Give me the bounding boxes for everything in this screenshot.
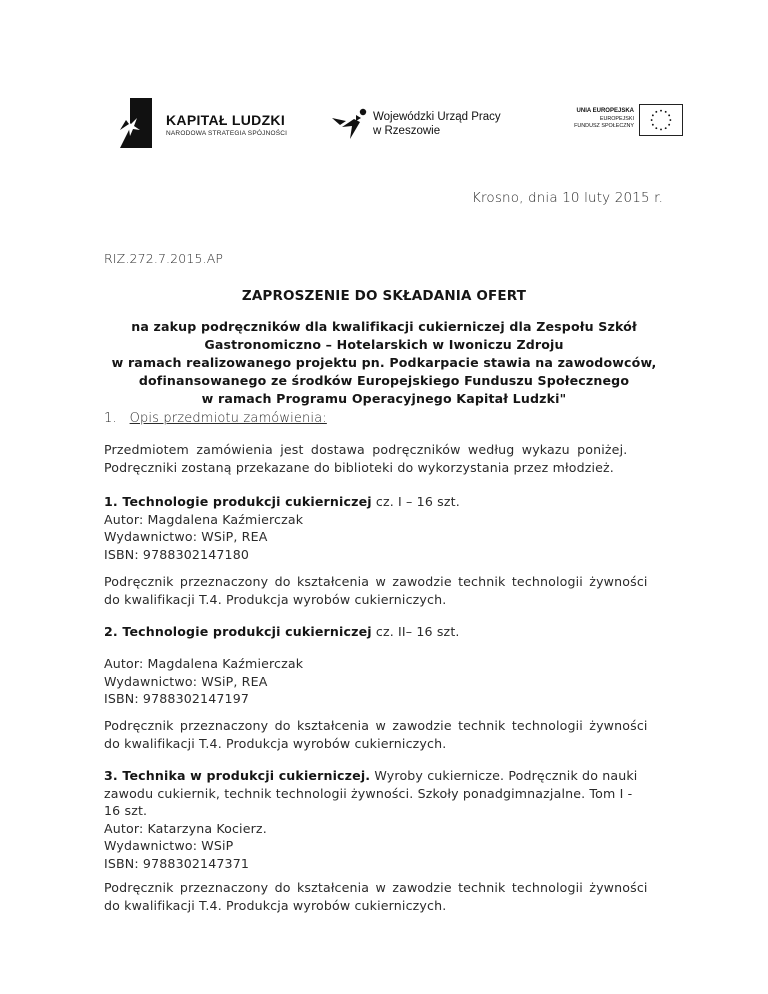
intro-line: Podręczniki zostaną przekazane do biblioteki do wykorzystania przez młodzież. (104, 459, 614, 475)
book-author: Autor: Magdalena Kaźmierczak (104, 656, 304, 671)
book-publisher: Wydawnictwo: WSiP (104, 838, 234, 853)
eu-line1: UNIA EUROPEJSKA (576, 108, 634, 114)
kapital-ludzki-title: KAPITAŁ LUDZKI (166, 112, 286, 128)
book-isbn: ISBN: 9788302147197 (104, 691, 250, 706)
book-title: 2. Technologie produkcji cukierniczej (104, 624, 372, 639)
subject-line: na zakup podręczników dla kwalifikacji cukierniczej dla Zespołu Szkół (131, 319, 637, 334)
kapital-ludzki-subtitle: NARODOWA STRATEGIA SPÓJNOŚCI (166, 130, 288, 137)
purpose-line: do kwalifikacji T.4. Produkcja wyrobów cukierniczych. (104, 735, 447, 751)
section-title: Opis przedmiotu zamówienia: (129, 411, 327, 426)
subject-line: dofinansowanego ze środków Europejskiego Funduszu Społecznego (138, 373, 630, 388)
section-heading (104, 411, 327, 426)
book-item (104, 623, 674, 641)
book-title-suffix: cz. I – 16 szt. (371, 494, 460, 509)
book-author: Autor: Katarzyna Kocierz. (104, 820, 267, 836)
book-item (104, 767, 674, 872)
wup-name-line1: Wojewódzki Urząd Pracy (373, 111, 501, 123)
document-date: Krosno, dnia 10 luty 2015 r. (472, 190, 664, 206)
reference-number: RIZ.272.7.2015.AP (104, 251, 224, 266)
eu-flag-icon (639, 104, 683, 136)
purpose-line: Podręcznik przeznaczony do kształcenia w zawodzie technik technologii żywności (104, 574, 648, 589)
section-number: 1. (104, 411, 117, 426)
book-title: 3. Technika w produkcji cukierniczej. (104, 768, 371, 783)
book-purpose (104, 879, 674, 914)
page-title: ZAPROSZENIE DO SKŁADANIA OFERT (241, 288, 527, 304)
book-item (104, 493, 674, 563)
subject-block (0, 318, 768, 408)
subject-line: w ramach Programu Operacyjnego Kapitał Ludzki" (201, 391, 567, 406)
subject-line: Gastronomiczno – Hotelarskich w Iwoniczu Zdroju (204, 337, 564, 352)
book-title-line: 16 szt. (104, 803, 148, 818)
subject-line: w ramach realizowanego projektu pn. Podkarpacie stawia na zawodowców, (111, 355, 657, 370)
eu-logo (562, 104, 687, 142)
wup-emblem-icon (330, 106, 368, 140)
purpose-line: do kwalifikacji T.4. Produkcja wyrobów cukierniczych. (104, 591, 447, 607)
book-purpose (104, 573, 674, 608)
book-title-suffix: Wyroby cukiernicze. Podręcznik do nauki (370, 768, 638, 783)
purpose-line: Podręcznik przeznaczony do kształcenia w zawodzie technik technologii żywności (104, 880, 648, 895)
book-isbn: ISBN: 9788302147371 (104, 855, 250, 871)
eu-line2: EUROPEJSKI (599, 115, 634, 122)
book-isbn: ISBN: 9788302147180 (104, 546, 250, 562)
kapital-ludzki-logo (120, 98, 320, 148)
book-publisher: Wydawnictwo: WSiP, REA (104, 673, 268, 689)
book-title: 1. Technologie produkcji cukierniczej (104, 494, 372, 509)
book-author: Autor: Magdalena Kaźmierczak (104, 511, 304, 527)
wup-logo (330, 104, 520, 144)
intro-paragraph (104, 441, 674, 476)
book-details (104, 655, 674, 708)
eu-line3: FUNDUSZ SPOŁECZNY (574, 123, 634, 129)
purpose-line: Podręcznik przeznaczony do kształcenia w zawodzie technik technologii żywności (104, 718, 648, 733)
kapital-ludzki-emblem-icon (120, 98, 152, 148)
wup-name-line2: w Rzeszowie (373, 125, 441, 137)
book-title-suffix: cz. II– 16 szt. (371, 624, 460, 639)
book-purpose (104, 717, 674, 752)
book-title-line: zawodu cukiernik, technik technologii żywności. Szkoły ponadgimnazjalne. Tom I - (104, 785, 633, 801)
purpose-line: do kwalifikacji T.4. Produkcja wyrobów cukierniczych. (104, 897, 447, 913)
book-publisher: Wydawnictwo: WSiP, REA (104, 529, 268, 544)
intro-line: Przedmiotem zamówienia jest dostawa podręczników według wykazu poniżej. (104, 442, 628, 457)
